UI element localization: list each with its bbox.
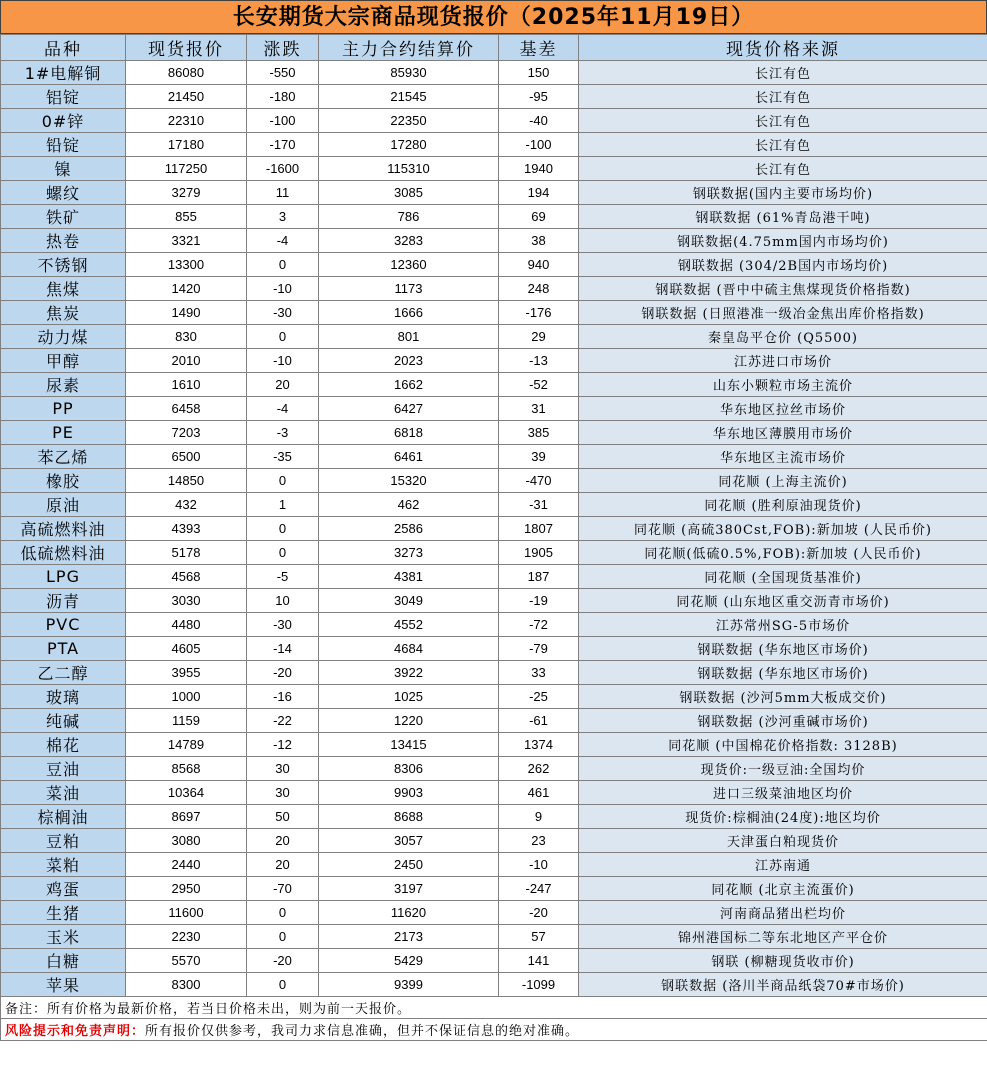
cell-settlement-price: 11620 [319, 901, 499, 925]
cell-price-source: 钢联数据 (沙河5mm大板成交价) [579, 685, 987, 709]
cell-price-source: 华东地区薄膜用市场价 [579, 421, 987, 445]
cell-basis: 187 [499, 565, 579, 589]
cell-change: 0 [247, 517, 319, 541]
cell-spot-price: 3955 [126, 661, 247, 685]
cell-basis: -79 [499, 637, 579, 661]
cell-basis: 33 [499, 661, 579, 685]
cell-settlement-price: 13415 [319, 733, 499, 757]
cell-spot-price: 4393 [126, 517, 247, 541]
cell-basis: -100 [499, 133, 579, 157]
table-row [1, 733, 987, 757]
cell-change: -550 [247, 61, 319, 85]
table-row [1, 109, 987, 133]
cell-spot-price: 3030 [126, 589, 247, 613]
cell-settlement-price: 462 [319, 493, 499, 517]
table-row [1, 181, 987, 205]
cell-change: -5 [247, 565, 319, 589]
cell-change: 10 [247, 589, 319, 613]
cell-commodity: PE [1, 421, 126, 445]
table-row [1, 637, 987, 661]
cell-change: 20 [247, 829, 319, 853]
cell-spot-price: 8300 [126, 973, 247, 997]
cell-settlement-price: 21545 [319, 85, 499, 109]
cell-change: 20 [247, 853, 319, 877]
cell-change: 20 [247, 373, 319, 397]
cell-commodity: PVC [1, 613, 126, 637]
cell-basis: 248 [499, 277, 579, 301]
cell-price-source: 进口三级菜油地区均价 [579, 781, 987, 805]
cell-change: -70 [247, 877, 319, 901]
cell-spot-price: 855 [126, 205, 247, 229]
cell-price-source: 同花顺 (高硫380Cst,FOB):新加坡 (人民币价) [579, 517, 987, 541]
cell-price-source: 钢联数据 (日照港准一级冶金焦出库价格指数) [579, 301, 987, 325]
cell-basis: 262 [499, 757, 579, 781]
cell-commodity: 纯碱 [1, 709, 126, 733]
table-row [1, 325, 987, 349]
cell-commodity: 菜油 [1, 781, 126, 805]
cell-price-source: 同花顺 (北京主流蛋价) [579, 877, 987, 901]
cell-change: -10 [247, 277, 319, 301]
table-row [1, 301, 987, 325]
cell-basis: 29 [499, 325, 579, 349]
cell-spot-price: 11600 [126, 901, 247, 925]
cell-commodity: 螺纹 [1, 181, 126, 205]
cell-price-source: 长江有色 [579, 85, 987, 109]
cell-commodity: 苯乙烯 [1, 445, 126, 469]
table-row [1, 469, 987, 493]
cell-change: 0 [247, 253, 319, 277]
cell-basis: -72 [499, 613, 579, 637]
cell-spot-price: 4568 [126, 565, 247, 589]
cell-spot-price: 5570 [126, 949, 247, 973]
cell-spot-price: 1420 [126, 277, 247, 301]
cell-settlement-price: 3922 [319, 661, 499, 685]
cell-commodity: 原油 [1, 493, 126, 517]
table-header-row [1, 35, 987, 61]
cell-change: -30 [247, 301, 319, 325]
cell-spot-price: 3279 [126, 181, 247, 205]
cell-settlement-price: 6427 [319, 397, 499, 421]
table-row [1, 349, 987, 373]
cell-spot-price: 6458 [126, 397, 247, 421]
note-row [1, 997, 987, 1019]
cell-spot-price: 10364 [126, 781, 247, 805]
table-row [1, 565, 987, 589]
table-row [1, 541, 987, 565]
cell-change: 0 [247, 541, 319, 565]
cell-price-source: 河南商品猪出栏均价 [579, 901, 987, 925]
cell-change: -35 [247, 445, 319, 469]
cell-commodity: 铁矿 [1, 205, 126, 229]
cell-commodity: 苹果 [1, 973, 126, 997]
cell-commodity: 焦煤 [1, 277, 126, 301]
cell-spot-price: 2230 [126, 925, 247, 949]
cell-basis: -176 [499, 301, 579, 325]
cell-basis: 194 [499, 181, 579, 205]
cell-price-source: 钢联数据 (洛川半商品纸袋70#市场价) [579, 973, 987, 997]
cell-settlement-price: 2173 [319, 925, 499, 949]
cell-basis: 31 [499, 397, 579, 421]
cell-price-source: 天津蛋白粕现货价 [579, 829, 987, 853]
cell-change: -1600 [247, 157, 319, 181]
table-row [1, 925, 987, 949]
cell-commodity: 生猪 [1, 901, 126, 925]
cell-spot-price: 86080 [126, 61, 247, 85]
table-row [1, 517, 987, 541]
cell-change: -100 [247, 109, 319, 133]
cell-spot-price: 7203 [126, 421, 247, 445]
cell-basis: 38 [499, 229, 579, 253]
cell-settlement-price: 1173 [319, 277, 499, 301]
cell-basis: -470 [499, 469, 579, 493]
cell-settlement-price: 1220 [319, 709, 499, 733]
cell-commodity: 玻璃 [1, 685, 126, 709]
table-body [1, 61, 987, 997]
table-row [1, 685, 987, 709]
cell-spot-price: 3080 [126, 829, 247, 853]
cell-spot-price: 830 [126, 325, 247, 349]
cell-basis: 1940 [499, 157, 579, 181]
table-row [1, 85, 987, 109]
table-row [1, 853, 987, 877]
table-row [1, 589, 987, 613]
table-row [1, 829, 987, 853]
cell-settlement-price: 1025 [319, 685, 499, 709]
cell-spot-price: 21450 [126, 85, 247, 109]
cell-settlement-price: 12360 [319, 253, 499, 277]
cell-price-source: 山东小颗粒市场主流价 [579, 373, 987, 397]
cell-price-source: 同花顺 (胜利原油现货价) [579, 493, 987, 517]
cell-settlement-price: 17280 [319, 133, 499, 157]
cell-spot-price: 17180 [126, 133, 247, 157]
cell-settlement-price: 2023 [319, 349, 499, 373]
cell-price-source: 长江有色 [579, 109, 987, 133]
cell-spot-price: 4480 [126, 613, 247, 637]
cell-spot-price: 432 [126, 493, 247, 517]
cell-price-source: 长江有色 [579, 133, 987, 157]
table-row [1, 157, 987, 181]
cell-settlement-price: 9399 [319, 973, 499, 997]
cell-price-source: 现货价:棕榈油(24度):地区均价 [579, 805, 987, 829]
cell-change: 11 [247, 181, 319, 205]
cell-spot-price: 14850 [126, 469, 247, 493]
header-commodity: 品种 [1, 35, 126, 61]
cell-price-source: 钢联数据 (华东地区市场价) [579, 637, 987, 661]
cell-basis: 1807 [499, 517, 579, 541]
cell-price-source: 秦皇岛平仓价 (Q5500) [579, 325, 987, 349]
cell-change: -10 [247, 349, 319, 373]
price-table [0, 34, 987, 1041]
cell-basis: -247 [499, 877, 579, 901]
cell-spot-price: 3321 [126, 229, 247, 253]
cell-commodity: 镍 [1, 157, 126, 181]
cell-commodity: 沥青 [1, 589, 126, 613]
cell-basis: -52 [499, 373, 579, 397]
cell-change: 0 [247, 925, 319, 949]
cell-settlement-price: 1662 [319, 373, 499, 397]
cell-commodity: 橡胶 [1, 469, 126, 493]
cell-change: 50 [247, 805, 319, 829]
cell-change: 1 [247, 493, 319, 517]
cell-price-source: 同花顺 (中国棉花价格指数: 3128B) [579, 733, 987, 757]
cell-basis: -61 [499, 709, 579, 733]
cell-basis: -95 [499, 85, 579, 109]
cell-change: -20 [247, 949, 319, 973]
cell-change: -4 [247, 397, 319, 421]
cell-spot-price: 2950 [126, 877, 247, 901]
cell-change: -4 [247, 229, 319, 253]
cell-spot-price: 2010 [126, 349, 247, 373]
cell-commodity: 低硫燃料油 [1, 541, 126, 565]
table-row [1, 277, 987, 301]
table-row [1, 781, 987, 805]
cell-change: -22 [247, 709, 319, 733]
cell-price-source: 钢联数据 (晋中中硫主焦煤现货价格指数) [579, 277, 987, 301]
cell-settlement-price: 786 [319, 205, 499, 229]
cell-change: -14 [247, 637, 319, 661]
risk-cell [1, 1019, 987, 1041]
table-row [1, 133, 987, 157]
cell-settlement-price: 22350 [319, 109, 499, 133]
cell-commodity: 鸡蛋 [1, 877, 126, 901]
cell-basis: -10 [499, 853, 579, 877]
sheet-title: 长安期货大宗商品现货报价（2025年11月19日） [0, 0, 987, 34]
cell-settlement-price: 15320 [319, 469, 499, 493]
cell-commodity: 棉花 [1, 733, 126, 757]
cell-change: -170 [247, 133, 319, 157]
cell-settlement-price: 2450 [319, 853, 499, 877]
cell-spot-price: 2440 [126, 853, 247, 877]
cell-basis: 461 [499, 781, 579, 805]
cell-spot-price: 22310 [126, 109, 247, 133]
cell-commodity: 高硫燃料油 [1, 517, 126, 541]
header-basis: 基差 [499, 35, 579, 61]
cell-spot-price: 1000 [126, 685, 247, 709]
table-row [1, 901, 987, 925]
cell-commodity: 棕榈油 [1, 805, 126, 829]
cell-change: 30 [247, 757, 319, 781]
cell-change: 3 [247, 205, 319, 229]
cell-change: 0 [247, 901, 319, 925]
cell-basis: -19 [499, 589, 579, 613]
cell-settlement-price: 4684 [319, 637, 499, 661]
cell-commodity: 不锈钢 [1, 253, 126, 277]
cell-commodity: 铅锭 [1, 133, 126, 157]
cell-basis: 9 [499, 805, 579, 829]
cell-commodity: 焦炭 [1, 301, 126, 325]
table-row [1, 373, 987, 397]
cell-basis: -13 [499, 349, 579, 373]
table-row [1, 877, 987, 901]
cell-price-source: 钢联 (柳糖现货收市价) [579, 949, 987, 973]
risk-row [1, 1019, 987, 1041]
cell-price-source: 锦州港国标二等东北地区产平仓价 [579, 925, 987, 949]
table-row [1, 445, 987, 469]
cell-price-source: 钢联数据(国内主要市场均价) [579, 181, 987, 205]
cell-settlement-price: 1666 [319, 301, 499, 325]
cell-settlement-price: 115310 [319, 157, 499, 181]
cell-basis: -1099 [499, 973, 579, 997]
cell-commodity: 甲醇 [1, 349, 126, 373]
cell-basis: 141 [499, 949, 579, 973]
table-row [1, 613, 987, 637]
cell-commodity: 1#电解铜 [1, 61, 126, 85]
cell-price-source: 江苏进口市场价 [579, 349, 987, 373]
cell-commodity: PP [1, 397, 126, 421]
cell-basis: -20 [499, 901, 579, 925]
table-row [1, 229, 987, 253]
cell-commodity: 尿素 [1, 373, 126, 397]
cell-change: -180 [247, 85, 319, 109]
table-row [1, 397, 987, 421]
cell-commodity: 乙二醇 [1, 661, 126, 685]
cell-change: -20 [247, 661, 319, 685]
cell-basis: 1905 [499, 541, 579, 565]
cell-basis: 57 [499, 925, 579, 949]
cell-basis: 23 [499, 829, 579, 853]
cell-settlement-price: 9903 [319, 781, 499, 805]
cell-settlement-price: 3049 [319, 589, 499, 613]
cell-commodity: PTA [1, 637, 126, 661]
cell-spot-price: 6500 [126, 445, 247, 469]
table-row [1, 805, 987, 829]
cell-commodity: LPG [1, 565, 126, 589]
header-change: 涨跌 [247, 35, 319, 61]
cell-price-source: 钢联数据 (304/2B国内市场均价) [579, 253, 987, 277]
risk-text: 所有报价仅供参考，我司力求信息准确，但并不保证信息的绝对准确。 [145, 1024, 580, 1039]
cell-settlement-price: 3273 [319, 541, 499, 565]
table-row [1, 61, 987, 85]
cell-spot-price: 1159 [126, 709, 247, 733]
cell-price-source: 同花顺 (上海主流价) [579, 469, 987, 493]
cell-change: -3 [247, 421, 319, 445]
cell-change: 30 [247, 781, 319, 805]
table-row [1, 949, 987, 973]
header-settlement-price: 主力合约结算价 [319, 35, 499, 61]
table-row [1, 661, 987, 685]
cell-settlement-price: 4552 [319, 613, 499, 637]
header-spot-price: 现货报价 [126, 35, 247, 61]
cell-basis: -31 [499, 493, 579, 517]
cell-basis: -40 [499, 109, 579, 133]
table-row [1, 493, 987, 517]
cell-settlement-price: 2586 [319, 517, 499, 541]
note-text: 备注：所有价格为最新价格，若当日价格未出，则为前一天报价。 [1, 997, 987, 1019]
table-row [1, 973, 987, 997]
cell-spot-price: 4605 [126, 637, 247, 661]
cell-spot-price: 14789 [126, 733, 247, 757]
cell-price-source: 现货价:一级豆油:全国均价 [579, 757, 987, 781]
cell-spot-price: 13300 [126, 253, 247, 277]
cell-settlement-price: 3057 [319, 829, 499, 853]
cell-basis: 39 [499, 445, 579, 469]
cell-price-source: 钢联数据 (沙河重碱市场价) [579, 709, 987, 733]
risk-label: 风险提示和免责声明： [5, 1024, 146, 1039]
header-price-source: 现货价格来源 [579, 35, 987, 61]
cell-change: -16 [247, 685, 319, 709]
cell-commodity: 豆粕 [1, 829, 126, 853]
cell-price-source: 华东地区主流市场价 [579, 445, 987, 469]
table-row [1, 253, 987, 277]
table-row [1, 709, 987, 733]
cell-basis: 940 [499, 253, 579, 277]
cell-settlement-price: 6461 [319, 445, 499, 469]
cell-spot-price: 1490 [126, 301, 247, 325]
cell-price-source: 华东地区拉丝市场价 [579, 397, 987, 421]
cell-spot-price: 8568 [126, 757, 247, 781]
cell-change: -12 [247, 733, 319, 757]
cell-settlement-price: 85930 [319, 61, 499, 85]
cell-price-source: 钢联数据 (61%青岛港干吨) [579, 205, 987, 229]
cell-commodity: 白糖 [1, 949, 126, 973]
cell-price-source: 江苏常州SG-5市场价 [579, 613, 987, 637]
table-row [1, 757, 987, 781]
table-row [1, 205, 987, 229]
cell-settlement-price: 5429 [319, 949, 499, 973]
cell-basis: 385 [499, 421, 579, 445]
cell-commodity: 动力煤 [1, 325, 126, 349]
table-row [1, 421, 987, 445]
cell-commodity: 豆油 [1, 757, 126, 781]
cell-price-source: 长江有色 [579, 157, 987, 181]
cell-price-source: 长江有色 [579, 61, 987, 85]
cell-spot-price: 117250 [126, 157, 247, 181]
cell-commodity: 0#锌 [1, 109, 126, 133]
cell-settlement-price: 6818 [319, 421, 499, 445]
cell-price-source: 同花顺 (山东地区重交沥青市场价) [579, 589, 987, 613]
cell-settlement-price: 3085 [319, 181, 499, 205]
cell-price-source: 钢联数据 (华东地区市场价) [579, 661, 987, 685]
cell-commodity: 铝锭 [1, 85, 126, 109]
cell-spot-price: 1610 [126, 373, 247, 397]
cell-commodity: 菜粕 [1, 853, 126, 877]
cell-settlement-price: 801 [319, 325, 499, 349]
cell-settlement-price: 3283 [319, 229, 499, 253]
cell-basis: 150 [499, 61, 579, 85]
cell-settlement-price: 8306 [319, 757, 499, 781]
cell-commodity: 玉米 [1, 925, 126, 949]
cell-change: 0 [247, 469, 319, 493]
cell-price-source: 江苏南通 [579, 853, 987, 877]
cell-change: 0 [247, 973, 319, 997]
cell-settlement-price: 4381 [319, 565, 499, 589]
cell-price-source: 同花顺(低硫0.5%,FOB):新加坡 (人民币价) [579, 541, 987, 565]
cell-basis: -25 [499, 685, 579, 709]
cell-price-source: 钢联数据(4.75mm国内市场均价) [579, 229, 987, 253]
cell-basis: 1374 [499, 733, 579, 757]
cell-settlement-price: 3197 [319, 877, 499, 901]
cell-commodity: 热卷 [1, 229, 126, 253]
cell-price-source: 同花顺 (全国现货基准价) [579, 565, 987, 589]
cell-settlement-price: 8688 [319, 805, 499, 829]
cell-spot-price: 5178 [126, 541, 247, 565]
cell-basis: 69 [499, 205, 579, 229]
cell-change: -30 [247, 613, 319, 637]
cell-change: 0 [247, 325, 319, 349]
cell-spot-price: 8697 [126, 805, 247, 829]
